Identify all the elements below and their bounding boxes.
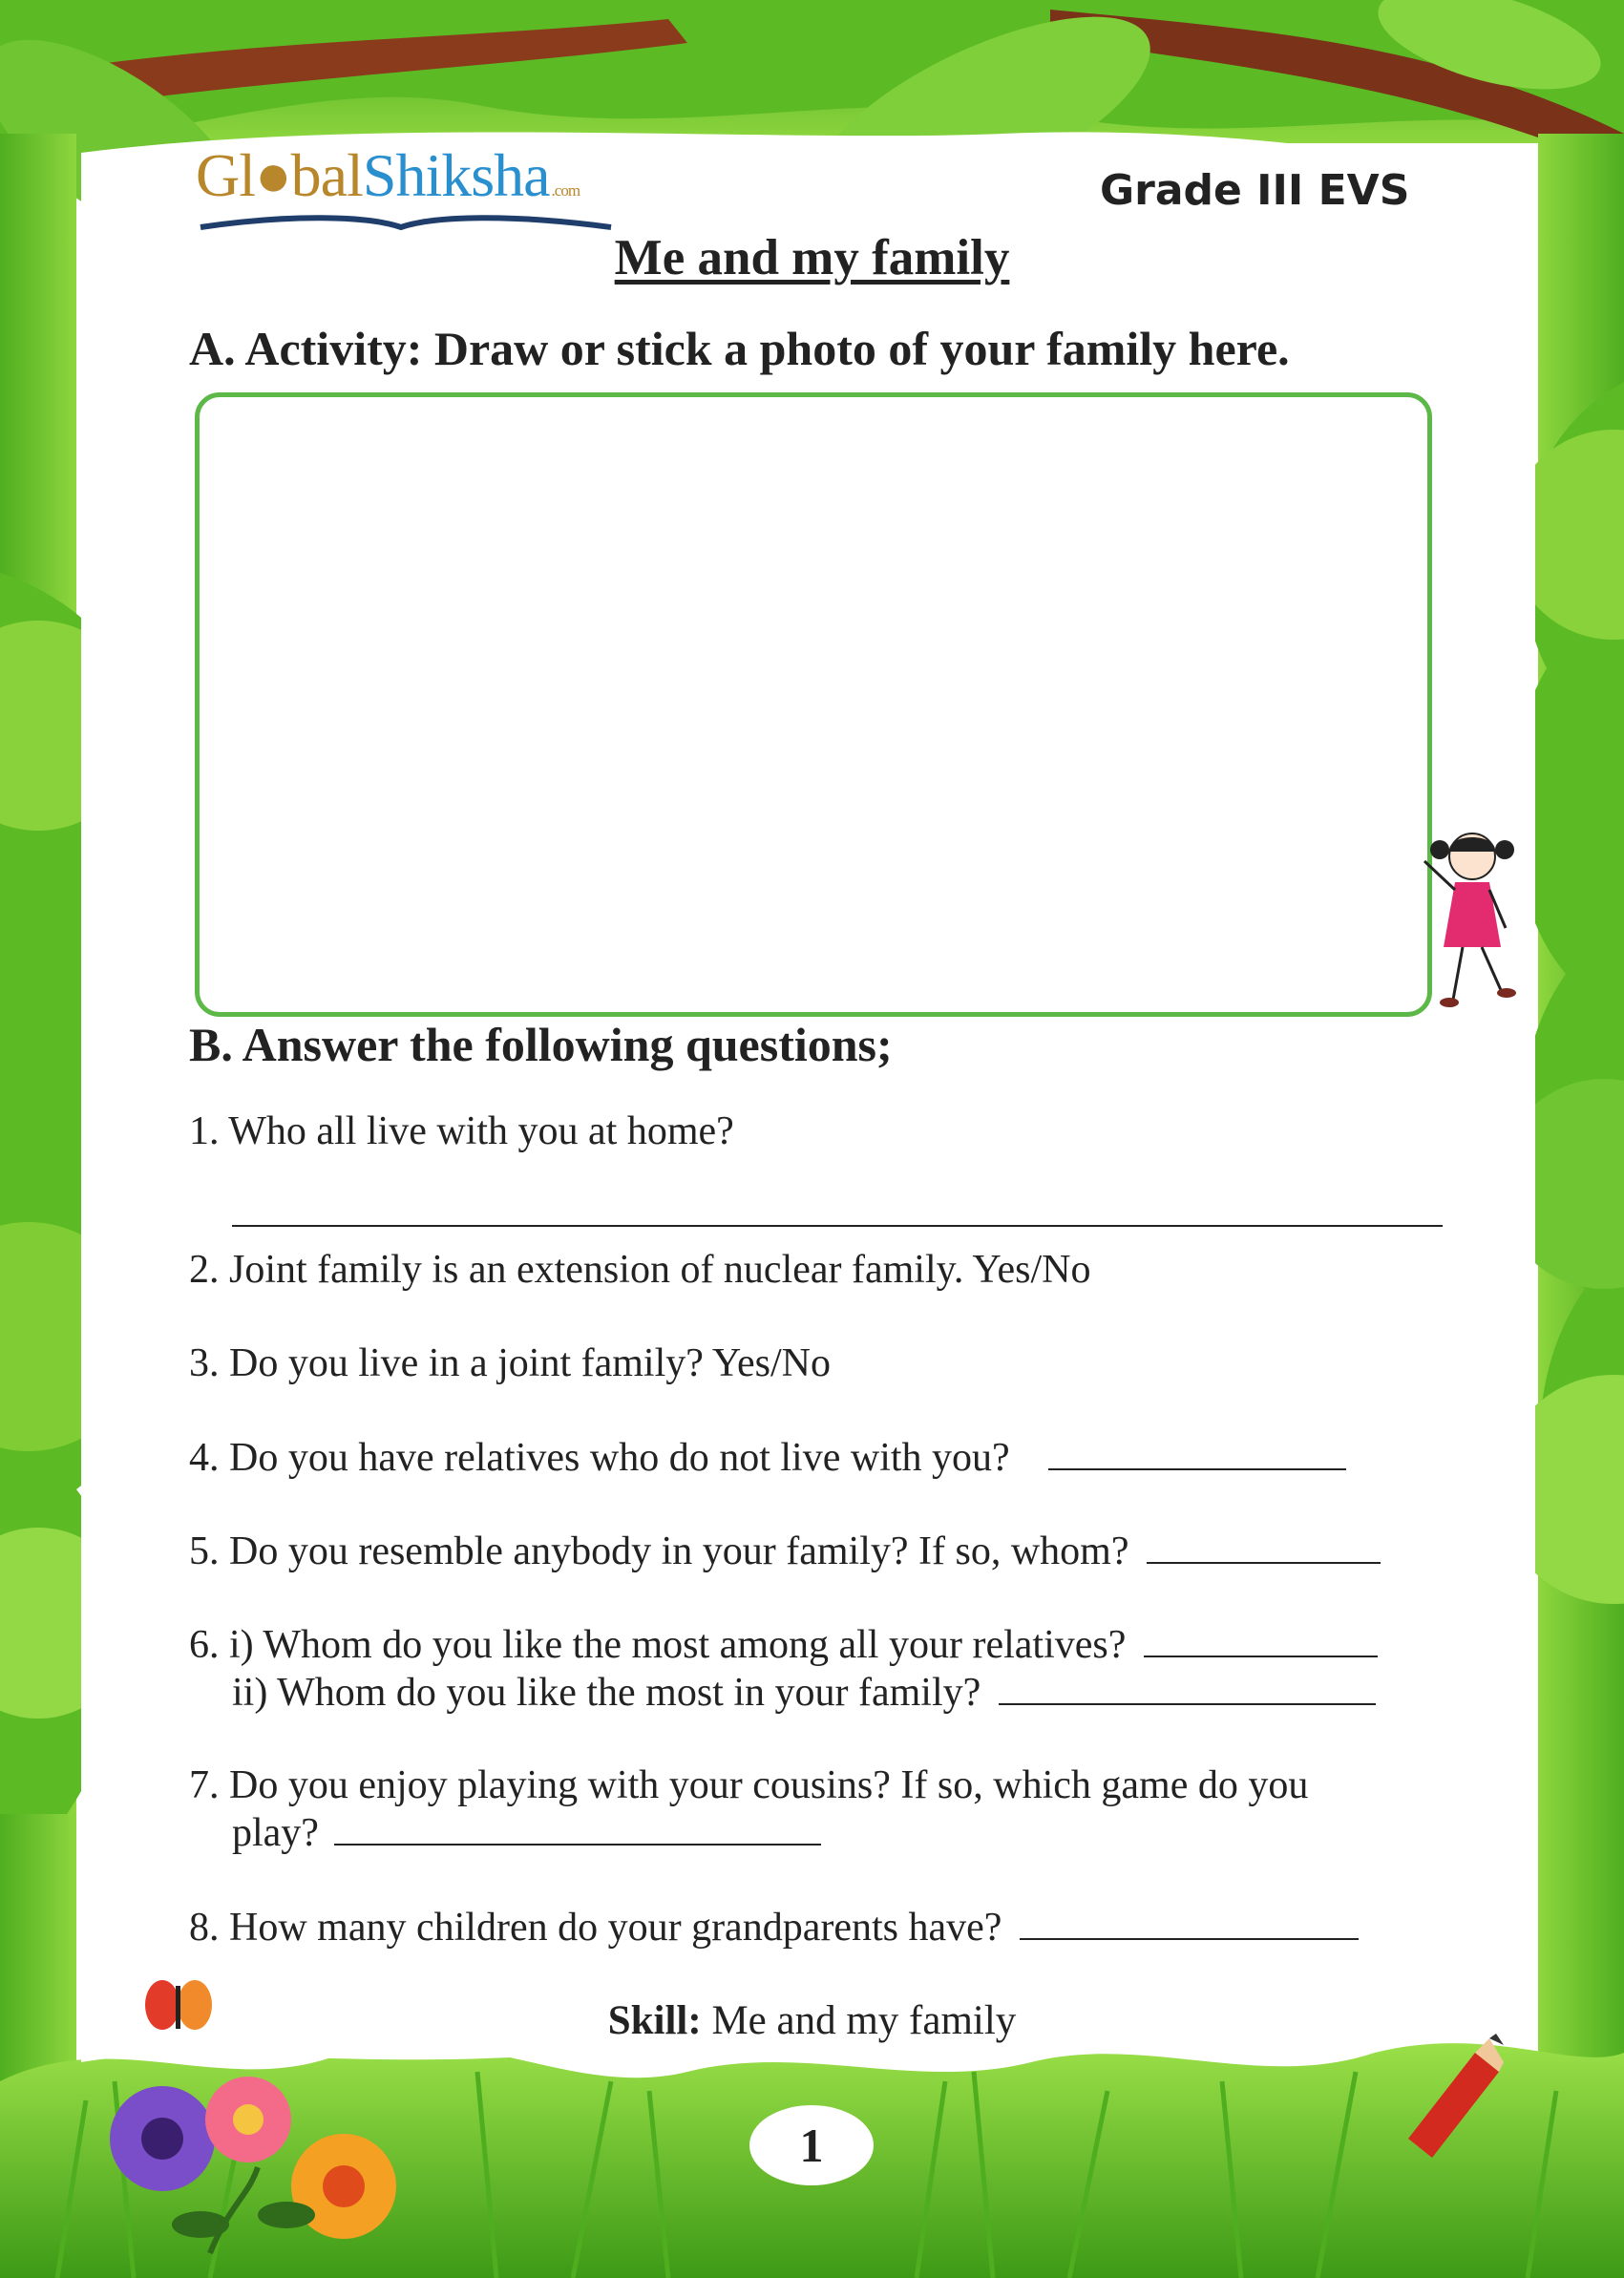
question-7: 7. Do you enjoy playing with your cousins? If so, which game do you — [189, 1763, 1309, 1807]
question-5 — [189, 1528, 1381, 1575]
logo-globe-o: ● — [255, 141, 291, 209]
question-1: 1. Who all live with you at home? — [189, 1109, 734, 1153]
logo-text-shiksha: Shiksha — [362, 141, 550, 209]
question-6-ii — [232, 1669, 1376, 1717]
question-8 — [189, 1904, 1359, 1951]
page-number: 1 — [799, 2119, 824, 2172]
question-6-i-text: 6. i) Whom do you like the most among all your relatives? — [189, 1623, 1127, 1667]
skill-value: Me and my family — [701, 1998, 1017, 2043]
pencil-icon — [1389, 2034, 1513, 2158]
family-photo-box[interactable] — [195, 392, 1432, 1017]
question-6-i — [189, 1621, 1378, 1669]
question-4-text: 4. Do you have relatives who do not live with you? — [189, 1436, 1010, 1480]
question-2: 2. Joint family is an extension of nuclear family. Yes/No — [189, 1248, 1091, 1292]
logo-text-com: .com — [551, 181, 580, 200]
question-5-text: 5. Do you resemble anybody in your family? If so, whom? — [189, 1529, 1129, 1573]
section-b-heading: B. Answer the following questions; — [189, 1018, 893, 1071]
logo-text-bal: bal — [290, 141, 363, 209]
answer-blank-5[interactable] — [1147, 1528, 1381, 1564]
question-6-ii-text: ii) Whom do you like the most in your family? — [232, 1671, 981, 1715]
page-title: Me and my family — [614, 230, 1010, 285]
flowers-butterfly-icon — [105, 1976, 411, 2263]
logo-text-global: Gl — [196, 141, 255, 209]
question-3: 3. Do you live in a joint family? Yes/No — [189, 1341, 831, 1385]
answer-line-1[interactable] — [232, 1225, 1443, 1227]
question-7-cont — [232, 1809, 821, 1857]
answer-blank-6-i[interactable] — [1144, 1621, 1378, 1657]
globalshiksha-logo — [196, 141, 616, 236]
question-4 — [189, 1434, 1346, 1482]
section-a-heading: A. Activity: Draw or stick a photo of your family here. — [189, 322, 1290, 375]
grade-label: Grade III EVS — [1100, 166, 1410, 215]
page-number-badge — [749, 2105, 874, 2185]
answer-blank-4[interactable] — [1048, 1434, 1346, 1470]
answer-blank-6-ii[interactable] — [999, 1669, 1376, 1705]
answer-blank-8[interactable] — [1020, 1904, 1359, 1940]
answer-blank-7[interactable] — [334, 1809, 821, 1846]
question-7-cont-text: play? — [232, 1811, 319, 1855]
girl-cartoon-icon — [1405, 823, 1539, 1014]
skill-label: Skill: — [607, 1998, 702, 2043]
question-8-text: 8. How many children do your grandparents have? — [189, 1906, 1002, 1950]
